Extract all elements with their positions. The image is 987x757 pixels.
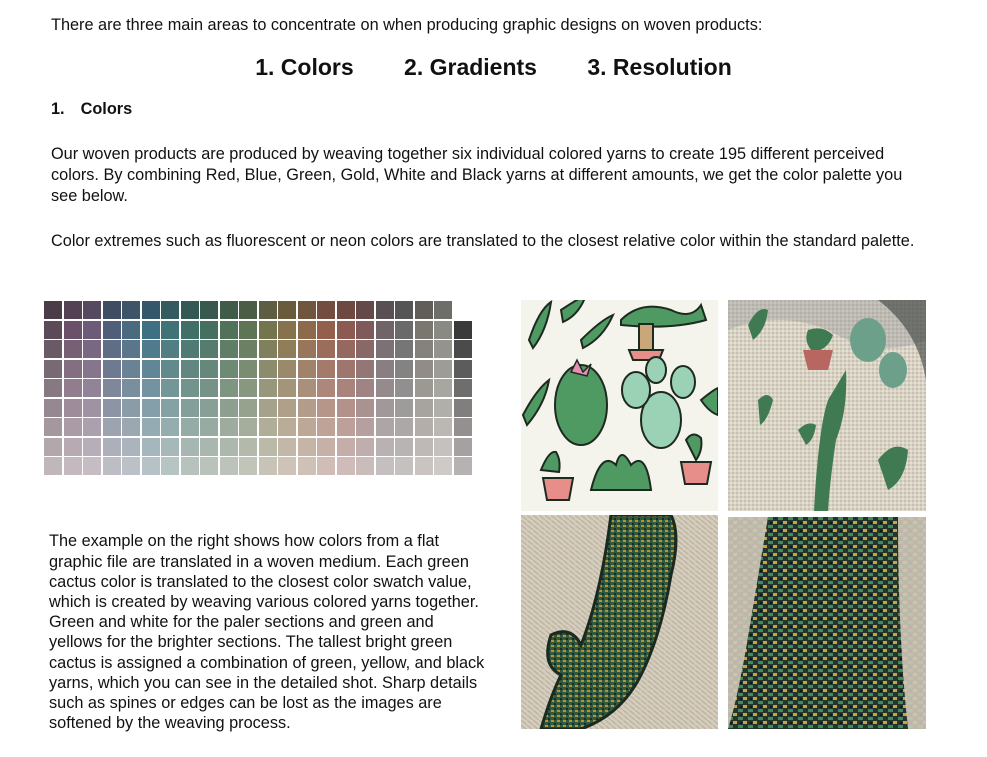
palette-swatch — [239, 340, 257, 358]
palette-swatch — [317, 418, 335, 436]
palette-swatch — [200, 321, 218, 339]
palette-swatch — [181, 360, 199, 378]
palette-swatch — [83, 379, 101, 397]
palette-swatch — [142, 399, 160, 417]
palette-swatch — [200, 438, 218, 456]
palette-swatch — [64, 321, 82, 339]
palette-swatch — [278, 360, 296, 378]
palette-swatch — [337, 379, 355, 397]
palette-swatch — [161, 399, 179, 417]
palette-swatch — [356, 418, 374, 436]
palette-swatch — [220, 418, 238, 436]
palette-swatch — [103, 457, 121, 475]
palette-swatch — [161, 418, 179, 436]
palette-swatch — [181, 379, 199, 397]
palette-swatch — [103, 321, 121, 339]
palette-swatch — [356, 301, 374, 319]
palette-swatch — [239, 399, 257, 417]
palette-swatch — [181, 340, 199, 358]
palette-swatch — [103, 301, 121, 319]
color-palette-grid — [44, 301, 474, 477]
palette-swatch — [356, 399, 374, 417]
palette-swatch — [356, 457, 374, 475]
colors-paragraph: Our woven products are produced by weaving together six individual colored yarns to create 195 different perceived colors. By combining Red, Blue, Green, Gold, White and Black yarns at different amounts, we get the color palette you see below. — [51, 145, 903, 205]
heading-colors: 1. Colors — [255, 54, 354, 80]
palette-swatch — [298, 340, 316, 358]
palette-swatch — [337, 340, 355, 358]
palette-swatch — [122, 379, 140, 397]
palette-swatch — [161, 360, 179, 378]
palette-swatch — [122, 457, 140, 475]
palette-swatch — [317, 360, 335, 378]
palette-swatch — [239, 321, 257, 339]
palette-swatch — [200, 457, 218, 475]
palette-swatch — [142, 457, 160, 475]
palette-swatch — [161, 301, 179, 319]
palette-swatch — [434, 438, 452, 456]
palette-swatch — [64, 301, 82, 319]
palette-swatch — [142, 379, 160, 397]
palette-swatch — [395, 418, 413, 436]
palette-swatch — [278, 340, 296, 358]
palette-swatch — [64, 340, 82, 358]
palette-swatch — [122, 438, 140, 456]
palette-swatch — [298, 379, 316, 397]
palette-swatch — [337, 321, 355, 339]
palette-swatch — [220, 399, 238, 417]
palette-swatch — [395, 457, 413, 475]
heading-resolution: 3. Resolution — [587, 54, 732, 80]
palette-swatch — [142, 321, 160, 339]
palette-swatch — [317, 438, 335, 456]
palette-swatch — [239, 457, 257, 475]
palette-swatch — [278, 399, 296, 417]
palette-swatch — [103, 340, 121, 358]
palette-swatch — [395, 438, 413, 456]
palette-swatch — [434, 457, 452, 475]
palette-swatch — [356, 340, 374, 358]
palette-swatch — [83, 340, 101, 358]
heading-gradients: 2. Gradients — [404, 54, 537, 80]
palette-swatch — [278, 418, 296, 436]
palette-swatch — [142, 301, 160, 319]
palette-swatch — [220, 438, 238, 456]
palette-swatch — [64, 360, 82, 378]
palette-swatch — [454, 399, 472, 417]
palette-swatch — [317, 321, 335, 339]
palette-swatch — [239, 360, 257, 378]
palette-swatch — [376, 399, 394, 417]
palette-swatch — [376, 379, 394, 397]
palette-swatch — [161, 379, 179, 397]
palette-swatch — [298, 399, 316, 417]
palette-swatch — [395, 321, 413, 339]
palette-swatch — [454, 340, 472, 358]
palette-swatch — [83, 399, 101, 417]
palette-swatch — [454, 321, 472, 339]
palette-swatch — [83, 301, 101, 319]
palette-swatch — [395, 360, 413, 378]
palette-swatch — [395, 379, 413, 397]
palette-swatch — [337, 418, 355, 436]
palette-swatch — [415, 340, 433, 358]
palette-swatch — [376, 438, 394, 456]
palette-swatch — [356, 360, 374, 378]
palette-swatch — [415, 360, 433, 378]
palette-swatch — [142, 340, 160, 358]
palette-swatch — [44, 418, 62, 436]
palette-swatch — [337, 301, 355, 319]
palette-swatch — [181, 399, 199, 417]
palette-swatch — [415, 399, 433, 417]
palette-swatch — [200, 418, 218, 436]
palette-swatch — [103, 399, 121, 417]
palette-swatch — [395, 399, 413, 417]
palette-swatch — [44, 340, 62, 358]
palette-swatch — [200, 301, 218, 319]
palette-swatch — [122, 340, 140, 358]
palette-swatch — [220, 321, 238, 339]
palette-swatch — [337, 360, 355, 378]
section-title — [51, 100, 132, 119]
palette-swatch — [259, 379, 277, 397]
palette-swatch — [220, 457, 238, 475]
palette-swatch — [454, 379, 472, 397]
palette-swatch — [83, 321, 101, 339]
palette-swatch — [356, 379, 374, 397]
palette-swatch — [142, 438, 160, 456]
palette-swatch — [161, 321, 179, 339]
palette-swatch — [298, 457, 316, 475]
palette-swatch — [278, 438, 296, 456]
palette-swatch — [376, 360, 394, 378]
palette-swatch — [298, 438, 316, 456]
palette-swatch — [103, 438, 121, 456]
palette-swatch — [142, 418, 160, 436]
palette-swatch — [161, 340, 179, 358]
palette-swatch — [220, 301, 238, 319]
palette-swatch — [161, 438, 179, 456]
palette-swatch — [142, 360, 160, 378]
palette-swatch — [64, 418, 82, 436]
palette-swatch — [317, 340, 335, 358]
palette-swatch — [454, 360, 472, 378]
palette-swatch — [259, 301, 277, 319]
palette-swatch — [83, 457, 101, 475]
palette-swatch — [317, 399, 335, 417]
cactus-graphic-photo — [521, 300, 718, 511]
palette-swatch — [434, 379, 452, 397]
palette-swatch — [259, 321, 277, 339]
palette-swatch — [259, 340, 277, 358]
palette-swatch — [64, 379, 82, 397]
palette-swatch — [337, 438, 355, 456]
section-title-text: Colors — [80, 100, 133, 118]
palette-swatch — [259, 360, 277, 378]
palette-swatch — [83, 360, 101, 378]
palette-swatch — [103, 379, 121, 397]
palette-swatch — [239, 438, 257, 456]
palette-swatch — [259, 457, 277, 475]
woven-cactus-closeup-photo — [521, 515, 718, 729]
palette-swatch — [239, 301, 257, 319]
palette-swatch — [103, 418, 121, 436]
palette-swatch — [356, 321, 374, 339]
palette-swatch — [434, 301, 452, 319]
palette-swatch — [181, 321, 199, 339]
palette-swatch — [44, 379, 62, 397]
palette-swatch — [181, 457, 199, 475]
palette-swatch — [434, 399, 452, 417]
woven-blanket-photo — [728, 300, 926, 511]
palette-swatch — [454, 457, 472, 475]
palette-swatch — [376, 301, 394, 319]
palette-swatch — [44, 457, 62, 475]
palette-swatch — [454, 438, 472, 456]
palette-swatch — [298, 301, 316, 319]
palette-swatch — [181, 438, 199, 456]
woven-detail-macro-photo — [728, 517, 926, 729]
palette-swatch — [122, 301, 140, 319]
palette-swatch — [64, 399, 82, 417]
palette-swatch — [415, 321, 433, 339]
palette-swatch — [376, 418, 394, 436]
palette-swatch — [44, 301, 62, 319]
palette-swatch — [317, 457, 335, 475]
palette-swatch — [83, 438, 101, 456]
palette-swatch — [220, 360, 238, 378]
palette-swatch — [200, 399, 218, 417]
palette-swatch — [200, 379, 218, 397]
palette-swatch — [200, 360, 218, 378]
palette-swatch — [337, 399, 355, 417]
palette-swatch — [278, 379, 296, 397]
palette-swatch — [395, 301, 413, 319]
palette-swatch — [434, 340, 452, 358]
palette-swatch — [122, 399, 140, 417]
main-areas-heading — [0, 54, 987, 81]
palette-swatch — [415, 418, 433, 436]
palette-swatch — [337, 457, 355, 475]
palette-swatch — [220, 379, 238, 397]
palette-swatch — [122, 321, 140, 339]
palette-swatch — [122, 360, 140, 378]
palette-swatch — [415, 457, 433, 475]
palette-swatch — [161, 457, 179, 475]
palette-swatch — [376, 457, 394, 475]
palette-swatch — [278, 457, 296, 475]
palette-swatch — [239, 418, 257, 436]
palette-swatch — [181, 301, 199, 319]
palette-swatch — [317, 379, 335, 397]
palette-swatch — [278, 301, 296, 319]
example-paragraph: The example on the right shows how colors from a flat graphic file are translated in a woven medium. Each green cactus color is translated to the closest color swatch value, which is created by weaving various colored yarns together. Green and white for the paler sections and green and yellows for the brighter sections. The tallest bright green cactus is assigned a combination of green, yellow, and black yarns, which you can see in the detailed shot. Sharp details such as spines or edges can be lost as the images are softened by the weaving process. — [49, 532, 485, 733]
palette-swatch — [298, 360, 316, 378]
palette-swatch — [415, 438, 433, 456]
palette-swatch — [220, 340, 238, 358]
palette-swatch — [259, 438, 277, 456]
palette-swatch — [44, 438, 62, 456]
palette-swatch — [454, 418, 472, 436]
palette-swatch — [376, 340, 394, 358]
palette-swatch — [44, 399, 62, 417]
palette-swatch — [83, 418, 101, 436]
palette-swatch — [434, 418, 452, 436]
palette-swatch — [64, 457, 82, 475]
palette-swatch — [64, 438, 82, 456]
palette-swatch — [122, 418, 140, 436]
palette-swatch — [415, 301, 433, 319]
palette-swatch — [278, 321, 296, 339]
palette-swatch — [239, 379, 257, 397]
palette-swatch — [395, 340, 413, 358]
palette-swatch — [44, 360, 62, 378]
palette-swatch — [44, 321, 62, 339]
palette-swatch — [298, 321, 316, 339]
palette-swatch — [259, 418, 277, 436]
extremes-paragraph: Color extremes such as fluorescent or neon colors are translated to the closest relative color within the standard palette. — [51, 232, 915, 250]
palette-swatch — [434, 321, 452, 339]
palette-swatch — [415, 379, 433, 397]
section-number: 1. — [51, 100, 65, 118]
palette-swatch — [200, 340, 218, 358]
palette-swatch — [103, 360, 121, 378]
palette-swatch — [434, 360, 452, 378]
palette-swatch — [376, 321, 394, 339]
palette-swatch — [181, 418, 199, 436]
palette-swatch — [317, 301, 335, 319]
intro-text: There are three main areas to concentrate on when producing graphic designs on woven products: — [51, 16, 763, 34]
palette-swatch — [259, 399, 277, 417]
palette-swatch — [356, 438, 374, 456]
palette-swatch — [298, 418, 316, 436]
